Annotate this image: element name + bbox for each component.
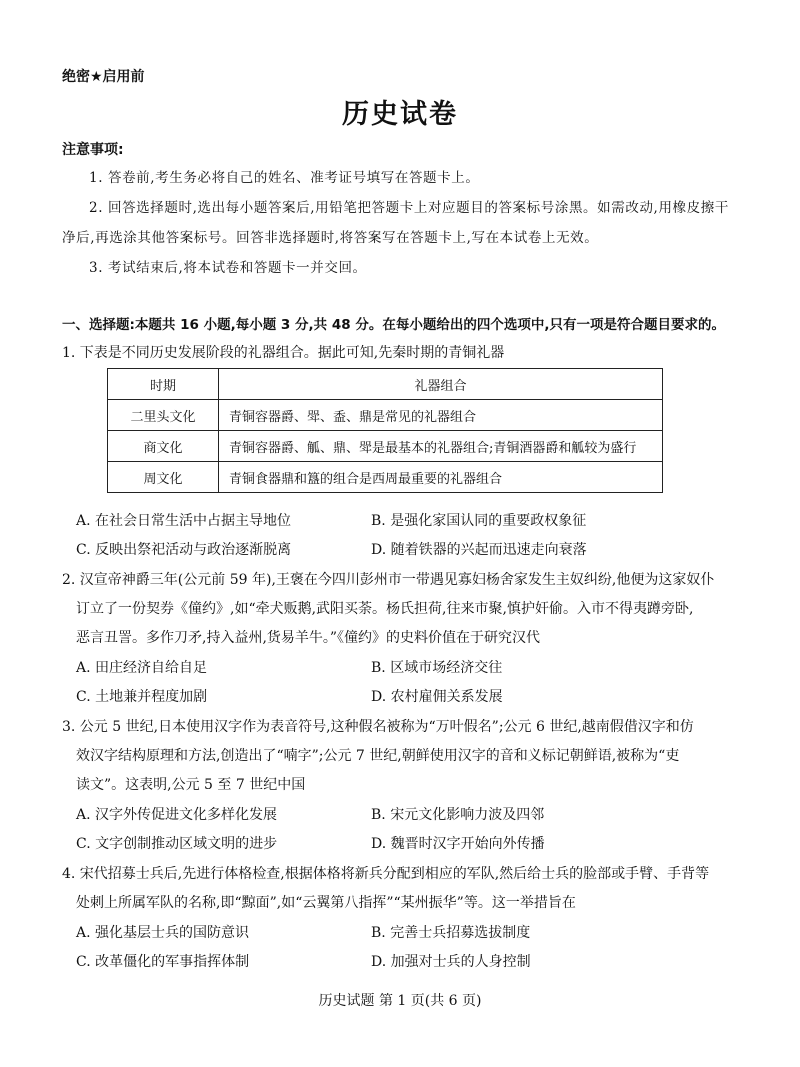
option-d: D. 农村雇佣关系发展 [371,689,503,705]
question-1-options [76,507,736,565]
option-a: A. 田庄经济自给自足 [76,660,208,676]
option-row [76,654,736,683]
option-row [76,683,736,712]
option-a: A. 强化基层士兵的国防意识 [76,925,250,941]
question-3-options [76,801,736,859]
option-row [76,801,736,830]
option-c: C. 文字创制推动区域文明的进步 [76,836,278,852]
notice-list [62,163,742,283]
question-2-options [76,654,736,712]
section-heading: 一、选择题:本题共 16 小题,每小题 3 分,共 48 分。在每小题给出的四个选项中,只有一项是符合题目要求的。 [62,317,725,333]
table-row [108,431,663,462]
question-stem-line: 3. 公元 5 世纪,日本使用汉字作为表音符号,这种假名被称为“万叶假名”;公元 6 世纪,越南假借汉字和仿 [62,719,694,735]
option-row [76,830,736,859]
table-cell: 商文化 [108,431,219,462]
ritual-table [107,368,663,493]
question-stem-line: 恶言丑詈。多作刀矛,持入益州,货易羊牛。”《僮约》的史料价值在于研究汉代 [76,630,541,646]
page-footer: 历史试题 第 1 页(共 6 页) [318,993,482,1009]
option-d: D. 加强对士兵的人身控制 [371,954,531,970]
option-c: C. 土地兼并程度加剧 [76,689,208,705]
option-row [76,948,736,977]
question-1 [62,339,752,368]
table-cell: 周文化 [108,462,219,493]
secret-label: 绝密★启用前 [62,69,145,85]
table-header-row [108,369,663,400]
question-stem-line: 4. 宋代招募士兵后,先进行体格检查,根据体格将新兵分配到相应的军队,然后给士兵的脸部或手臂、手背等 [62,866,710,882]
question-stem-line: 效汉字结构原理和方法,创造出了“喃字”;公元 7 世纪,朝鲜使用汉字的音和义标记朝鲜语,被称为“吏 [76,748,680,764]
question-4 [62,860,752,918]
table-cell: 二里头文化 [108,400,219,431]
notice-heading: 注意事项: [62,142,124,158]
option-a: A. 汉字外传促进文化多样化发展 [76,807,278,823]
question-stem-line: 订立了一份契券《僮约》,如“牵犬贩鹅,武阳买荼。杨氏担荷,往来市聚,慎护奸偷。入市不得夷蹲旁卧, [76,601,694,617]
option-b: B. 宋元文化影响力波及四邻 [371,807,545,823]
question-2 [62,566,752,653]
option-row [76,507,736,536]
question-stem-line: 2. 汉宣帝神爵三年(公元前 59 年),王褒在今四川彭州市一带遇见寡妇杨舍家发生主奴纠纷,他便为这家奴仆 [62,572,715,588]
table-cell: 青铜食器鼎和簋的组合是西周最重要的礼器组合 [219,462,663,493]
table-row [108,462,663,493]
option-c: C. 反映出祭祀活动与政治逐渐脱离 [76,542,292,558]
table-header: 时期 [108,369,219,400]
table-header: 礼器组合 [219,369,663,400]
table-row [108,400,663,431]
question-stem: 1. 下表是不同历史发展阶段的礼器组合。据此可知,先秦时期的青铜礼器 [62,345,505,361]
option-c: C. 改革僵化的军事指挥体制 [76,954,250,970]
option-a: A. 在社会日常生活中占据主导地位 [76,513,292,529]
option-row [76,536,736,565]
table-cell: 青铜容器爵、斝、盉、鼎是常见的礼器组合 [219,400,663,431]
question-stem-line: 读文”。这表明,公元 5 至 7 世纪中国 [76,777,306,793]
question-stem-line: 处刺上所属军队的名称,即“黥面”,如“云翼第八指挥”“某州振华”等。这一举措旨在 [76,895,576,911]
table-cell: 青铜容器爵、觚、鼎、斝是最基本的礼器组合;青铜酒器爵和觚较为盛行 [219,431,663,462]
option-row [76,919,736,948]
option-b: B. 区域市场经济交往 [371,660,503,676]
notice-item: 2. 回答选择题时,选出每小题答案后,用铅笔把答题卡上对应题目的答案标号涂黑。如需改动,用橡皮擦干净后,再选涂其他答案标号。回答非选择题时,将答案写在答题卡上,写在本试卷上无效。 [62,200,729,246]
option-d: D. 随着铁器的兴起而迅速走向衰落 [371,542,587,558]
option-d: D. 魏晋时汉字开始向外传播 [371,836,545,852]
option-b: B. 是强化家国认同的重要政权象征 [371,513,587,529]
page-title: 历史试卷 [342,99,458,130]
question-3 [62,713,752,800]
question-4-options [76,919,736,977]
notice-item: 3. 考试结束后,将本试卷和答题卡一并交回。 [89,260,367,276]
notice-item: 1. 答卷前,考生务必将自己的姓名、准考证号填写在答题卡上。 [89,170,480,186]
option-b: B. 完善士兵招募选拔制度 [371,925,531,941]
